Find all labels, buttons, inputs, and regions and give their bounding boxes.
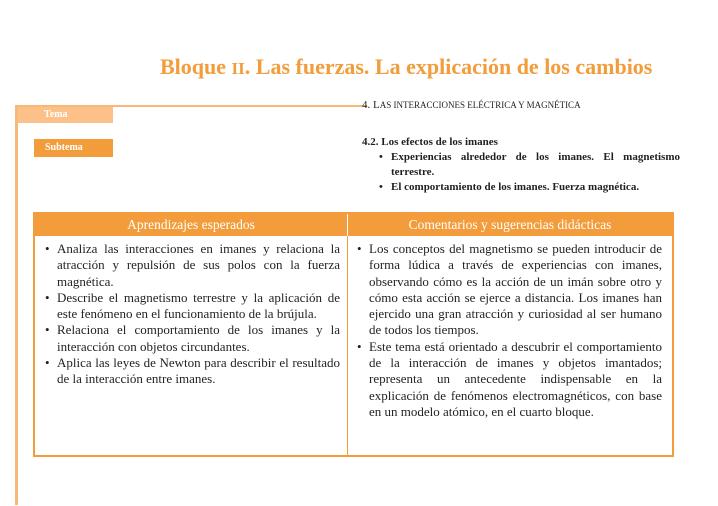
subtema-list xyxy=(362,150,680,195)
subtema-item: • El comportamiento de los imanes. Fuerza magnética. xyxy=(362,180,680,195)
table-header-row xyxy=(35,214,672,236)
subtema-label: Subtema xyxy=(34,139,113,157)
comentarios-column xyxy=(355,241,662,420)
tema-text: AS INTERACCIONES ELÉCTRICA Y MAGNÉTICA xyxy=(379,100,581,110)
subtema-block xyxy=(362,135,680,195)
title-part1: Bloque xyxy=(160,54,232,79)
subtema-item: • Experiencias alrededor de los imanes. El magnetismo terrestre. xyxy=(362,150,680,180)
tema-value xyxy=(362,99,581,111)
tema-number: 4. L xyxy=(362,99,380,111)
aprendizaje-item: • Relaciona el comportamiento de los imanes y la interacción con objetos circundantes. xyxy=(43,322,340,355)
learning-table xyxy=(33,212,674,457)
header-aprendizajes: Aprendizajes esperados xyxy=(127,217,255,232)
aprendizaje-item: • Describe el magnetismo terrestre y la aplicación de este fenómeno en el funcionamiento de la brújula. xyxy=(43,290,340,323)
aprendizajes-list xyxy=(43,241,340,388)
page-title xyxy=(160,54,653,80)
header-comentarios: Comentarios y sugerencias didácticas xyxy=(408,217,612,232)
subtema-heading: 4.2. Los efectos de los imanes xyxy=(362,136,498,148)
left-vertical-rule xyxy=(15,105,18,505)
comentario-item: • Los conceptos del magnetismo se pueden introducir de forma lúdica a través de experiencias con imanes, observando cómo es la acción de un imán sobre otro y cómo esta acción se ejerce a distancia. Los imanes han ejercido una gran atracción y curiosidad al ser humano de todos los tiempos. xyxy=(355,241,662,339)
aprendizajes-column xyxy=(43,241,340,388)
title-roman: II xyxy=(231,59,245,78)
title-part2: . Las fuerzas. La explicación de los cambios xyxy=(244,54,653,79)
aprendizaje-item: • Analiza las interacciones en imanes y relaciona la atracción y repulsión de sus polos con la fuerza magnética. xyxy=(43,241,340,290)
comentario-item: • Este tema está orientado a descubrir el comportamiento de la interacción de imanes y objetos imantados; representa un antecedente indispensable en la explicación de fenómenos electromagnéticos, con base en un modelo atómico, en el cuarto bloque. xyxy=(355,339,662,420)
column-divider xyxy=(347,236,348,455)
aprendizaje-item: • Aplica las leyes de Newton para describir el resultado de la interacción entre imanes. xyxy=(43,355,340,388)
tema-label: Tema xyxy=(18,107,113,123)
comentarios-list xyxy=(355,241,662,420)
